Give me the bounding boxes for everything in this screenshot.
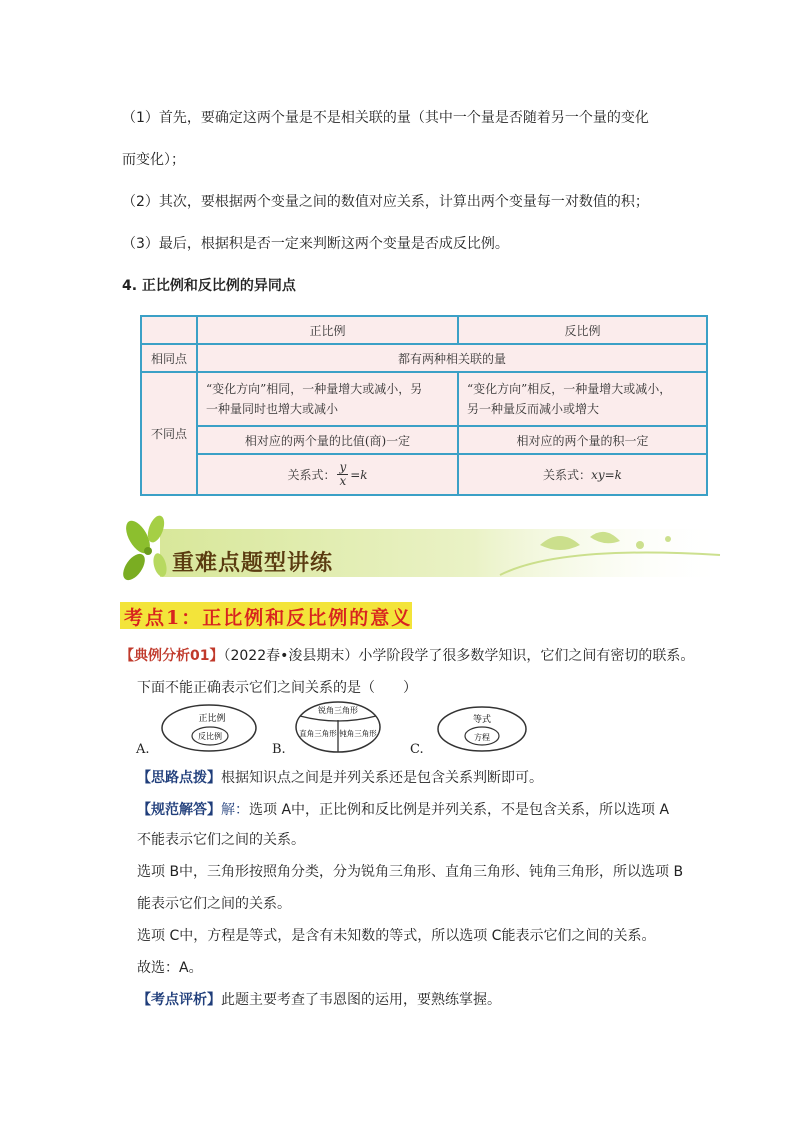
table-corner [142,317,198,345]
answer-line-2: 不能表示它们之间的关系。 [137,832,305,848]
section-4-title: 4. 正比例和反比例的异同点 [122,278,296,294]
step-2: （2）其次，要根据两个变量之间的数值对应关系，计算出两个变量每一对数值的积； [122,194,649,210]
hint-line [137,768,543,788]
example-tag: 【典例分析01】 [120,648,224,664]
direct-change [198,373,459,427]
option-b-right-label: 钝角三角形 [339,729,377,738]
answer-tag: 【规范解答】 [137,802,221,818]
answer-jie: 解： [221,802,249,818]
inverse-product: 相对应的两个量的积一定 [459,427,706,455]
hint-text: 根据知识点之间是并列关系还是包含关系判断即可。 [221,770,543,786]
direct-formula [198,455,459,494]
inverse-change-line-1: “变化方向”相反，一种量增大或减小， [467,382,672,396]
direct-formula-prefix: 关系式： [287,468,336,482]
direct-ratio: 相对应的两个量的比值(商)一定 [198,427,459,455]
direct-formula-tail: =k [350,467,368,482]
inverse-formula-expr: xy=k [591,467,622,482]
banner-title: 重难点题型讲练 [172,551,334,576]
comment-text: 此题主要考查了韦恩图的运用，要熟练掌握。 [221,992,501,1008]
step-1-line-1: （1）首先，要确定这两个量是不是相关联的量（其中一个量是否随着另一个量的变化 [122,110,649,126]
inverse-formula [459,455,706,494]
fraction-denominator: x [339,474,347,488]
answer-line-1 [137,800,669,820]
answer-line-5: 选项 C中，方程是等式，是含有未知数的等式，所以选项 C能表示它们之间的关系。 [137,928,656,944]
option-b-label: B. [272,742,286,757]
inverse-formula-prefix: 关系式： [543,468,592,482]
option-a-outer-label: 正比例 [198,714,226,724]
hint-tag: 【思路点拨】 [137,770,221,786]
example-text: （2022春•浚县期末）小学阶段学了很多数学知识，它们之间有密切的联系。 [223,648,695,664]
comment-tag: 【考点评析】 [137,992,221,1008]
step-1-line-2: 而变化）； [122,152,185,168]
option-b-top-label: 锐角三角形 [318,706,358,715]
option-a-inner-label: 反比例 [198,732,222,741]
example-question: 下面不能正确表示它们之间关系的是（ ） [137,680,417,696]
same-text: 都有两种相关联的量 [198,345,706,373]
header-direct: 正比例 [198,317,459,345]
answer-line-3: 选项 B中，三角形按照角分类，分为锐角三角形、直角三角形、钝角三角形，所以选项 B [137,864,684,880]
direct-change-line-1: “变化方向”相同，一种量增大或减小，另 [206,382,423,396]
row-diff-label: 不同点 [142,373,198,494]
example-line [120,646,694,666]
answer-text-1: 选项 A中，正比例和反比例是并列关系，不是包含关系，所以选项 A [249,802,670,818]
inverse-change-line-2: 另一种量反而减小或增大 [467,402,600,416]
row-same-label: 相同点 [142,345,198,373]
answer-line-4: 能表示它们之间的关系。 [137,896,291,912]
option-a-label: A. [136,742,150,757]
option-c-outer-label: 等式 [472,715,492,725]
option-c-label: C. [410,742,424,757]
direct-formula-fraction [337,461,348,488]
header-inverse: 反比例 [459,317,706,345]
comparison-table [140,315,708,496]
option-a-diagram [160,703,258,753]
step-3: （3）最后，根据积是否一定来判断这两个变量是否成反比例。 [122,236,509,252]
answer-line-6: 故选：A。 [137,960,203,976]
option-b-left-label: 直角三角形 [299,729,337,738]
comment-line [137,990,501,1010]
option-c-diagram [436,705,528,753]
direct-change-line-2: 一种量同时也增大或减小 [206,402,339,416]
inverse-change [459,373,706,427]
fraction-numerator: y [339,460,347,474]
option-c-inner-label: 方程 [474,733,490,742]
option-b-diagram [294,700,382,754]
kaodian-title: 考点1：正比例和反比例的意义 [124,607,413,629]
